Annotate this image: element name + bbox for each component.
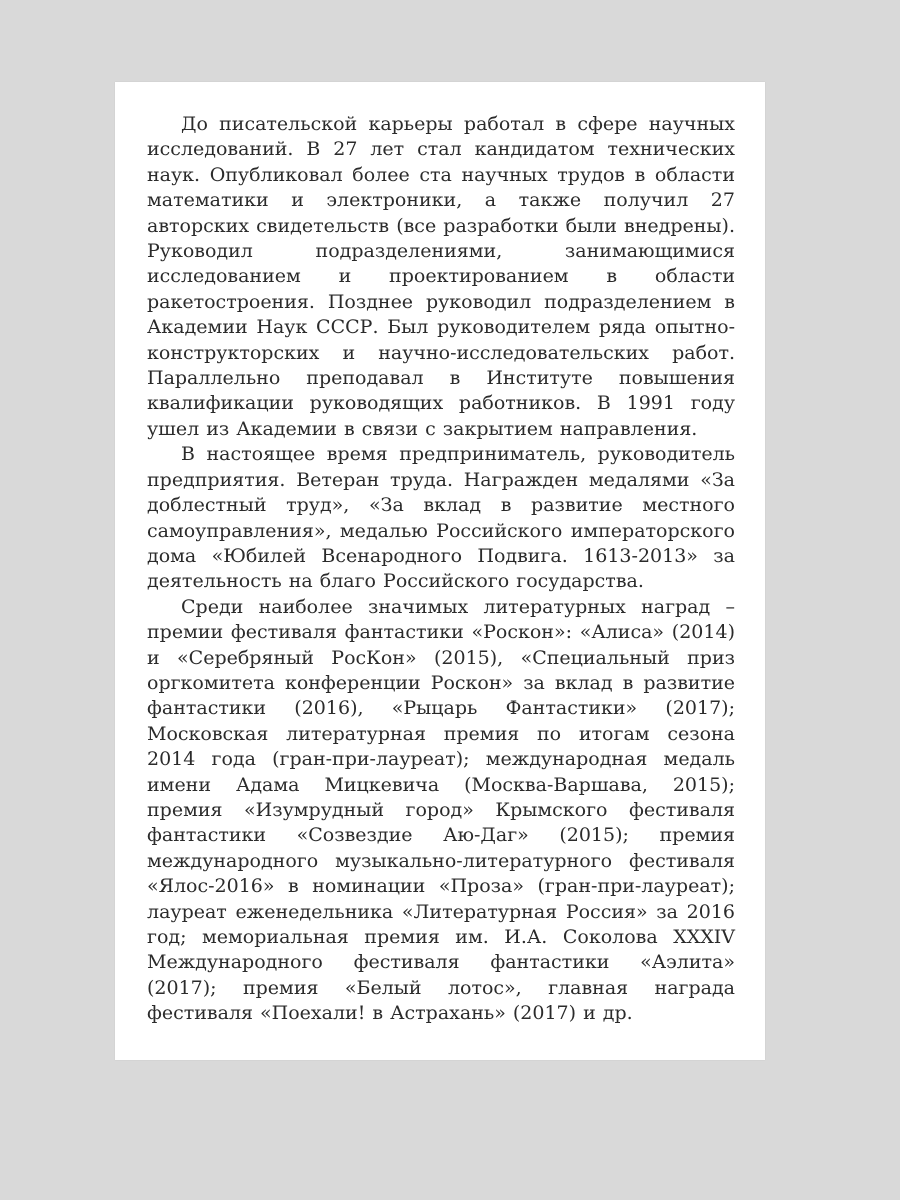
body-paragraph-career: До писательской карьеры работал в сфере научных исследований. В 27 лет стал кандидатом технических наук. Опубликовал более ста научных трудов в области математики и электроники, а также получил 27 авторских свидетельств (все разработки были внедрены). Руководил подразделениями, занимающимися исследованием и проектированием в области ракетостроения. Позднее руководил подразделением в Академии Наук СССР. Был руководителем ряда опытно-конструкторских и научно-исследовательских работ. Параллельно преподавал в Институте повышения квалификации руководящих работников. В 1991 году ушел из Академии в связи с закрытием направления. — [147, 113, 735, 440]
book-page — [115, 82, 765, 1060]
body-paragraph-awards: Среди наиболее значимых литературных наград – премии фестиваля фантастики «Роскон»: «Алиса» (2014) и «Серебряный РосКон» (2015), «Специальный приз оргкомитета конференции Роскон» за вклад в развитие фантастики (2016), «Рыцарь Фантастики» (2017); Московская литературная премия по итогам сезона 2014 года (гран-при-лауреат); международная медаль имени Адама Мицкевича (Москва-Варшава, 2015); премия «Изумрудный город» Крымского фестиваля фантастики «Созвездие Аю-Даг» (2015); премия международного музыкально-литературного фестиваля «Ялос-2016» в номинации «Проза» (гран-при-лауреат); лауреат еженедельника «Литературная Россия» за 2016 год; мемориальная премия им. И.А. Соколова XXXIV Международного фестиваля фантастики «Аэлита» (2017); премия «Белый лотос», главная награда фестиваля «Поехали! в Астрахань» (2017) и др. — [147, 595, 735, 1025]
body-paragraph-present: В настоящее время предприниматель, руководитель предприятия. Ветеран труда. Награжден медалями «За доблестный труд», «За вклад в развитие местного самоуправления», медалью Российского императорского дома «Юбилей Всенародного Подвига. 1613-2013» за деятельность на благо Российского государства. — [147, 443, 735, 593]
page-text-block — [115, 82, 765, 1027]
